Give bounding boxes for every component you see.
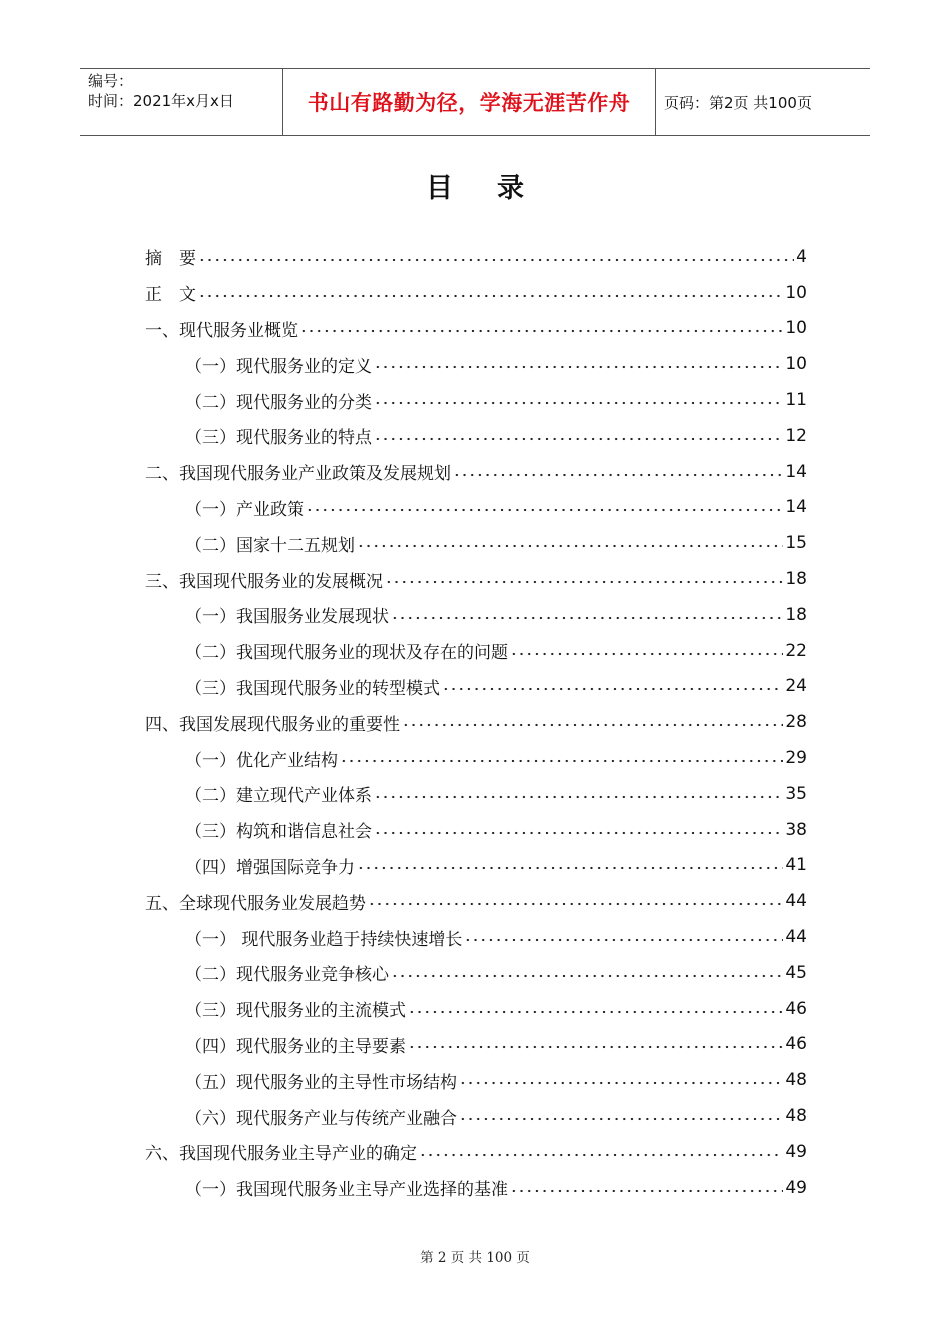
- toc-entry-label: （三）现代服务业的主流模式: [185, 1001, 406, 1022]
- page-title: 目录: [426, 173, 568, 204]
- toc-entry-label: （一）现代服务业的定义: [185, 356, 372, 377]
- toc-entry[interactable]: [145, 418, 807, 454]
- toc-dot-leader: [510, 1185, 783, 1197]
- toc-entry[interactable]: [145, 1027, 807, 1063]
- toc-entry-page: 18: [785, 604, 807, 625]
- toc-entry[interactable]: [145, 311, 807, 347]
- toc-entry-label: 四、我国发展现代服务业的重要性: [145, 714, 400, 735]
- page-footer: 第 2 页 共 100 页: [420, 1250, 530, 1266]
- toc-entry[interactable]: [145, 669, 807, 705]
- toc-entry-page: 15: [785, 533, 807, 554]
- toc-entry[interactable]: [145, 346, 807, 382]
- toc-entry-label: （四）增强国际竞争力: [185, 857, 355, 878]
- toc-dot-leader: [419, 1149, 783, 1161]
- toc-dot-leader: [198, 254, 794, 266]
- toc-entry-page: 14: [785, 497, 807, 518]
- toc-dot-leader: [391, 970, 783, 982]
- toc-dot-leader: [391, 612, 783, 624]
- toc-entry-label: （一）我国服务业发展现状: [185, 607, 389, 628]
- toc-entry[interactable]: [145, 597, 807, 633]
- toc-entry[interactable]: [145, 382, 807, 418]
- toc-dot-leader: [357, 540, 783, 552]
- toc-entry-page: 10: [785, 318, 807, 339]
- toc-entry[interactable]: [145, 812, 807, 848]
- toc-entry[interactable]: [145, 1098, 807, 1134]
- toc-entry-label: （三）构筑和谐信息社会: [185, 822, 372, 843]
- toc-entry-label: （五）现代服务业的主导性市场结构: [185, 1072, 457, 1093]
- toc-entry-page: 45: [785, 962, 807, 983]
- page-header: [80, 68, 870, 136]
- toc-dot-leader: [340, 755, 783, 767]
- toc-entry-page: 12: [785, 425, 807, 446]
- toc-entry-page: 38: [785, 819, 807, 840]
- toc-entry-label: 摘 要: [145, 249, 196, 270]
- header-meta: [80, 69, 282, 135]
- toc-entry-page: 48: [785, 1070, 807, 1091]
- toc-entry-label: 三、我国现代服务业的发展概况: [145, 571, 383, 592]
- toc-dot-leader: [374, 791, 783, 803]
- header-number-label: 编号：: [88, 72, 134, 90]
- toc-dot-leader: [402, 719, 783, 731]
- toc-entry-label: （六）现代服务产业与传统产业融合: [185, 1108, 457, 1129]
- toc-entry-label: （三）现代服务业的特点: [185, 428, 372, 449]
- table-of-contents: [145, 239, 807, 1206]
- toc-entry-page: 22: [785, 640, 807, 661]
- toc-entry-label: （二）我国现代服务业的现状及存在的问题: [185, 643, 508, 664]
- toc-entry-label: （二）建立现代产业体系: [185, 786, 372, 807]
- toc-entry[interactable]: [145, 1062, 807, 1098]
- toc-entry-page: 10: [785, 354, 807, 375]
- toc-entry[interactable]: [145, 275, 807, 311]
- toc-entry-label: （二）现代服务业竞争核心: [185, 965, 389, 986]
- toc-entry-page: 24: [785, 676, 807, 697]
- toc-entry-label: 五、全球现代服务业发展趋势: [145, 893, 366, 914]
- toc-entry-page: 41: [785, 855, 807, 876]
- toc-entry-page: 49: [785, 1177, 807, 1198]
- toc-entry[interactable]: [145, 991, 807, 1027]
- toc-entry[interactable]: [145, 848, 807, 884]
- toc-entry[interactable]: [145, 525, 807, 561]
- toc-entry-label: （一）优化产业结构: [185, 750, 338, 771]
- header-page-info: 页码：第2页 共100页: [664, 93, 812, 112]
- toc-dot-leader: [374, 397, 783, 409]
- toc-entry-page: 49: [785, 1141, 807, 1162]
- toc-entry-page: 46: [785, 998, 807, 1019]
- toc-entry[interactable]: [145, 454, 807, 490]
- toc-entry[interactable]: [145, 883, 807, 919]
- toc-entry-page: 35: [785, 783, 807, 804]
- toc-entry-label: （三）我国现代服务业的转型模式: [185, 678, 440, 699]
- toc-entry-page: 18: [785, 569, 807, 590]
- toc-entry-label: （二）国家十二五规划: [185, 535, 355, 556]
- toc-entry[interactable]: [145, 955, 807, 991]
- toc-entry-label: 六、我国现代服务业主导产业的确定: [145, 1144, 417, 1165]
- toc-entry-page: 28: [785, 712, 807, 733]
- toc-entry-label: 一、现代服务业概览: [145, 320, 298, 341]
- toc-dot-leader: [459, 1077, 783, 1089]
- toc-entry-page: 44: [785, 891, 807, 912]
- toc-entry[interactable]: [145, 740, 807, 776]
- toc-entry[interactable]: [145, 1170, 807, 1206]
- header-time-label: 时间：2021年x月x日: [88, 92, 234, 110]
- toc-entry[interactable]: [145, 704, 807, 740]
- toc-dot-leader: [300, 325, 783, 337]
- toc-entry[interactable]: [145, 1134, 807, 1170]
- toc-entry[interactable]: [145, 239, 807, 275]
- toc-entry-label: 二、我国现代服务业产业政策及发展规划: [145, 464, 451, 485]
- toc-entry-label: （二）现代服务业的分类: [185, 392, 372, 413]
- toc-entry[interactable]: [145, 561, 807, 597]
- toc-entry[interactable]: [145, 776, 807, 812]
- toc-dot-leader: [442, 683, 783, 695]
- toc-entry-page: 44: [785, 927, 807, 948]
- toc-entry-page: 48: [785, 1106, 807, 1127]
- toc-entry-label: （一）我国现代服务业主导产业选择的基准: [185, 1180, 508, 1201]
- toc-entry[interactable]: [145, 919, 807, 955]
- toc-dot-leader: [385, 576, 783, 588]
- toc-entry-page: 4: [796, 246, 807, 267]
- toc-entry-page: 10: [785, 282, 807, 303]
- header-motto: 书山有路勤为径，学海无涯苦作舟: [282, 69, 656, 135]
- toc-dot-leader: [306, 504, 783, 516]
- toc-dot-leader: [464, 934, 783, 946]
- toc-dot-leader: [368, 898, 783, 910]
- toc-entry[interactable]: [145, 633, 807, 669]
- toc-entry-page: 14: [785, 461, 807, 482]
- toc-entry-label: 正 文: [145, 285, 196, 306]
- toc-entry-page: 46: [785, 1034, 807, 1055]
- toc-dot-leader: [374, 433, 783, 445]
- toc-dot-leader: [198, 290, 783, 302]
- toc-entry-label: （一） 现代服务业趋于持续快速增长: [185, 929, 463, 950]
- toc-dot-leader: [408, 1006, 783, 1018]
- toc-entry-label: （四）现代服务业的主导要素: [185, 1036, 406, 1057]
- toc-entry-page: 29: [785, 748, 807, 769]
- toc-entry-page: 11: [785, 390, 807, 411]
- toc-dot-leader: [374, 827, 783, 839]
- toc-entry-label: （一）产业政策: [185, 499, 304, 520]
- toc-dot-leader: [459, 1113, 783, 1125]
- toc-dot-leader: [357, 862, 783, 874]
- toc-dot-leader: [408, 1041, 783, 1053]
- toc-entry[interactable]: [145, 490, 807, 526]
- toc-dot-leader: [510, 648, 783, 660]
- toc-dot-leader: [374, 361, 783, 373]
- toc-dot-leader: [453, 469, 783, 481]
